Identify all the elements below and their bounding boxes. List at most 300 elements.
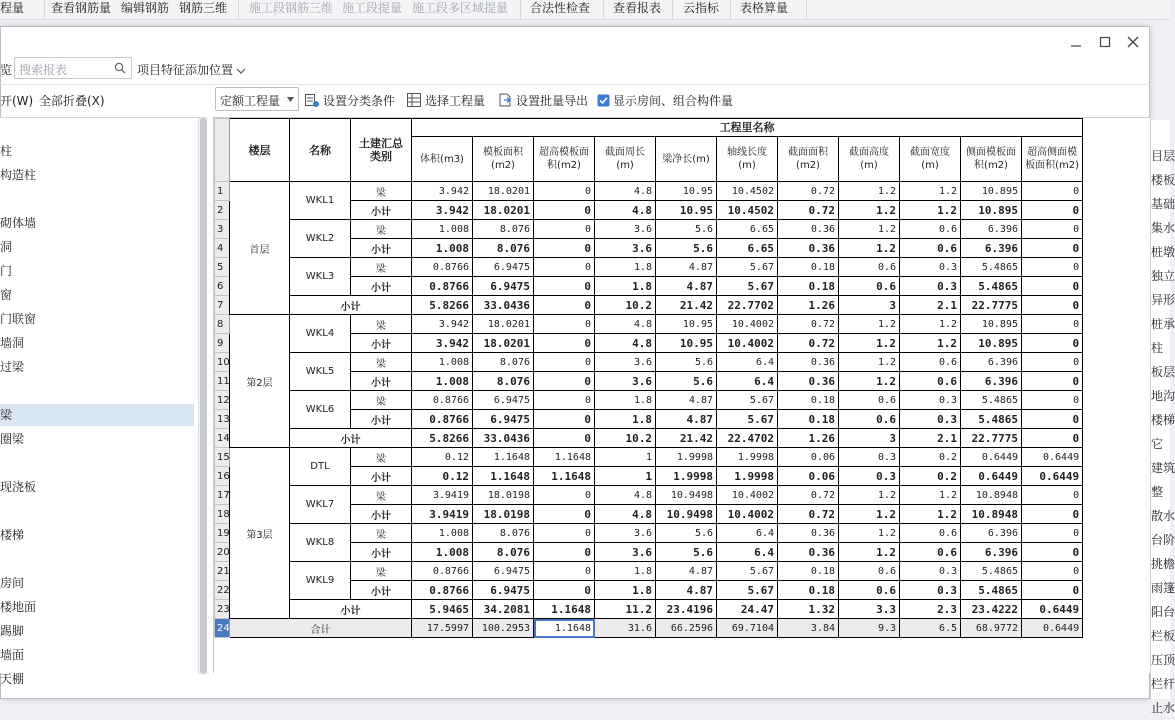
value-cell[interactable]: 0.6 — [839, 258, 900, 277]
value-cell[interactable]: 1.2 — [839, 524, 900, 543]
value-cell[interactable]: 6.4 — [717, 543, 778, 562]
value-cell[interactable]: 18.0201 — [473, 315, 534, 334]
row-number[interactable]: 19 — [215, 524, 230, 543]
value-cell[interactable]: 100.2953 — [473, 619, 534, 638]
value-cell[interactable]: 18.0201 — [473, 334, 534, 353]
value-cell[interactable]: 0.6449 — [1022, 448, 1083, 467]
value-cell[interactable]: 4.8 — [595, 486, 656, 505]
value-cell[interactable]: 5.6 — [656, 372, 717, 391]
value-cell[interactable]: 10.9498 — [656, 505, 717, 524]
category-cell[interactable]: 梁 — [351, 486, 412, 505]
value-cell[interactable]: 1.2 — [839, 543, 900, 562]
value-cell[interactable]: 0 — [1022, 581, 1083, 600]
column-header[interactable]: 截面周长(m) — [595, 137, 656, 182]
value-cell[interactable]: 8.076 — [473, 239, 534, 258]
value-cell[interactable]: 0.2 — [900, 467, 961, 486]
value-cell[interactable]: 0.12 — [412, 467, 473, 486]
member-name-cell[interactable]: WKL9 — [290, 562, 351, 600]
row-number[interactable]: 7 — [215, 296, 230, 315]
value-cell[interactable]: 6.65 — [717, 239, 778, 258]
tree-scrollbar[interactable] — [198, 118, 207, 674]
table-row[interactable] — [215, 315, 1083, 334]
subtotal-label-cell[interactable]: 小计 — [351, 334, 412, 353]
value-cell[interactable]: 0.36 — [778, 372, 839, 391]
value-cell[interactable]: 3.6 — [595, 524, 656, 543]
row-number[interactable]: 24 — [215, 619, 230, 638]
subtotal-label-cell[interactable]: 小计 — [351, 467, 412, 486]
value-cell[interactable]: 0.6 — [839, 391, 900, 410]
value-cell[interactable]: 0.36 — [778, 220, 839, 239]
row-number[interactable]: 2 — [215, 201, 230, 220]
toolbar-item[interactable]: 查看钢筋量 — [51, 1, 112, 15]
value-cell[interactable]: 0.2 — [900, 448, 961, 467]
value-cell[interactable]: 22.7702 — [717, 296, 778, 315]
value-cell[interactable]: 0 — [1022, 429, 1083, 448]
tree-item[interactable]: 门 — [0, 264, 13, 278]
subtotal-label-cell[interactable]: 小计 — [351, 239, 412, 258]
value-cell[interactable]: 0.8766 — [412, 391, 473, 410]
value-cell[interactable]: 22.7775 — [961, 296, 1022, 315]
value-cell[interactable]: 2.1 — [900, 429, 961, 448]
value-cell[interactable]: 10.4002 — [717, 334, 778, 353]
value-cell[interactable]: 6.396 — [961, 372, 1022, 391]
value-cell[interactable]: 6.396 — [961, 353, 1022, 372]
value-cell[interactable]: 0.6 — [900, 220, 961, 239]
value-cell[interactable]: 0 — [1022, 543, 1083, 562]
value-cell[interactable]: 1.26 — [778, 296, 839, 315]
table-row[interactable] — [215, 391, 1083, 410]
value-cell[interactable]: 4.87 — [656, 258, 717, 277]
collapse-all-button[interactable]: 全部折叠(X) — [39, 94, 105, 108]
value-cell[interactable]: 1.1648 — [534, 448, 595, 467]
table-row[interactable] — [215, 296, 1083, 315]
member-name-cell[interactable]: WKL1 — [290, 182, 351, 220]
tree-item[interactable]: 天棚 — [0, 672, 25, 686]
value-cell[interactable]: 0 — [1022, 182, 1083, 201]
value-cell[interactable]: 5.67 — [717, 258, 778, 277]
value-cell[interactable]: 0.36 — [778, 239, 839, 258]
show-rooms-checkbox[interactable] — [597, 90, 733, 110]
value-cell[interactable]: 11.2 — [595, 600, 656, 619]
feature-position-dropdown[interactable] — [137, 61, 245, 78]
value-cell[interactable]: 0 — [534, 182, 595, 201]
value-cell[interactable]: 0 — [534, 353, 595, 372]
value-cell[interactable]: 5.67 — [717, 410, 778, 429]
value-cell[interactable]: 1.8 — [595, 258, 656, 277]
value-cell[interactable]: 0.36 — [778, 353, 839, 372]
value-cell[interactable]: 6.4 — [717, 353, 778, 372]
value-cell[interactable]: 1.008 — [412, 543, 473, 562]
value-cell[interactable]: 0 — [1022, 201, 1083, 220]
value-cell[interactable]: 3.942 — [412, 334, 473, 353]
value-cell[interactable]: 18.0198 — [473, 505, 534, 524]
quantity-type-select[interactable] — [215, 87, 299, 111]
tree-item[interactable]: 房间 — [0, 576, 25, 590]
value-cell[interactable]: 8.076 — [473, 372, 534, 391]
value-cell[interactable]: 1 — [595, 467, 656, 486]
value-cell[interactable]: 1.2 — [839, 182, 900, 201]
value-cell[interactable]: 1.9998 — [656, 448, 717, 467]
toolbar-item[interactable]: 云指标 — [683, 1, 720, 15]
value-cell[interactable]: 6.396 — [961, 220, 1022, 239]
value-cell[interactable]: 1.9998 — [717, 448, 778, 467]
value-cell[interactable]: 1.2 — [839, 486, 900, 505]
toolbar-item[interactable]: 合法性检查 — [530, 1, 591, 15]
value-cell[interactable]: 0.12 — [412, 448, 473, 467]
value-cell[interactable]: 5.4865 — [961, 258, 1022, 277]
value-cell[interactable]: 1.2 — [839, 239, 900, 258]
value-cell[interactable]: 0.6449 — [961, 467, 1022, 486]
subtotal-label-cell[interactable]: 小计 — [351, 410, 412, 429]
value-cell[interactable]: 1.008 — [412, 524, 473, 543]
value-cell[interactable]: 5.67 — [717, 277, 778, 296]
value-cell[interactable]: 0 — [534, 372, 595, 391]
value-cell[interactable]: 8.076 — [473, 543, 534, 562]
value-cell[interactable]: 5.4865 — [961, 410, 1022, 429]
row-number[interactable]: 9 — [215, 334, 230, 353]
category-cell[interactable]: 梁 — [351, 391, 412, 410]
row-number[interactable]: 15 — [215, 448, 230, 467]
value-cell[interactable]: 6.9475 — [473, 258, 534, 277]
value-cell[interactable]: 5.4865 — [961, 562, 1022, 581]
value-cell[interactable]: 0 — [534, 296, 595, 315]
value-cell[interactable]: 0.72 — [778, 201, 839, 220]
column-header[interactable]: 梁净长(m) — [656, 137, 717, 182]
value-cell[interactable]: 5.8266 — [412, 429, 473, 448]
column-header[interactable]: 体积(m3) — [412, 137, 473, 182]
value-cell[interactable]: 5.6 — [656, 524, 717, 543]
member-name-cell[interactable]: WKL5 — [290, 353, 351, 391]
toolbar-item[interactable]: 表格算量 — [740, 1, 789, 15]
value-cell[interactable]: 10.4502 — [717, 182, 778, 201]
value-cell[interactable]: 0 — [1022, 296, 1083, 315]
row-number[interactable]: 4 — [215, 239, 230, 258]
category-cell[interactable]: 梁 — [351, 182, 412, 201]
column-header[interactable]: 截面面积(m2) — [778, 137, 839, 182]
value-cell[interactable]: 0.3 — [900, 391, 961, 410]
value-cell[interactable]: 18.0201 — [473, 201, 534, 220]
value-cell[interactable]: 17.5997 — [412, 619, 473, 638]
subtotal-label-cell[interactable]: 小计 — [351, 581, 412, 600]
table-row[interactable] — [215, 524, 1083, 543]
row-number[interactable]: 13 — [215, 410, 230, 429]
maximize-icon[interactable] — [1098, 35, 1112, 49]
row-number[interactable]: 11 — [215, 372, 230, 391]
tree-item[interactable]: 梁 — [0, 404, 194, 426]
value-cell[interactable]: 0 — [534, 581, 595, 600]
subtotal-label-cell[interactable]: 小计 — [351, 543, 412, 562]
table-row[interactable] — [215, 448, 1083, 467]
value-cell[interactable]: 18.0201 — [473, 182, 534, 201]
value-cell[interactable]: 33.0436 — [473, 429, 534, 448]
value-cell[interactable]: 0.72 — [778, 334, 839, 353]
value-cell[interactable]: 5.67 — [717, 562, 778, 581]
value-cell[interactable]: 0 — [534, 201, 595, 220]
close-icon[interactable] — [1126, 35, 1140, 49]
value-cell[interactable]: 4.8 — [595, 201, 656, 220]
value-cell[interactable]: 1.2 — [900, 201, 961, 220]
value-cell[interactable]: 0.72 — [778, 182, 839, 201]
value-cell[interactable]: 10.95 — [656, 201, 717, 220]
value-cell[interactable]: 1.2 — [839, 220, 900, 239]
tree-item[interactable]: 楼地面 — [0, 600, 37, 614]
row-number[interactable]: 22 — [215, 581, 230, 600]
value-cell[interactable]: 4.87 — [656, 562, 717, 581]
table-row[interactable] — [215, 429, 1083, 448]
value-cell[interactable]: 6.396 — [961, 524, 1022, 543]
value-cell[interactable]: 0 — [534, 277, 595, 296]
value-cell[interactable]: 0 — [534, 486, 595, 505]
subtotal-label-cell[interactable]: 小计 — [351, 505, 412, 524]
value-cell[interactable]: 10.895 — [961, 334, 1022, 353]
category-cell[interactable]: 梁 — [351, 353, 412, 372]
value-cell[interactable]: 1.008 — [412, 239, 473, 258]
table-row[interactable] — [215, 353, 1083, 372]
value-cell[interactable]: 0.8766 — [412, 258, 473, 277]
value-cell[interactable]: 21.42 — [656, 429, 717, 448]
value-cell[interactable]: 0.18 — [778, 581, 839, 600]
value-cell[interactable]: 0.8766 — [412, 410, 473, 429]
tree-item[interactable]: 踢脚 — [0, 624, 25, 638]
value-cell[interactable]: 0 — [1022, 239, 1083, 258]
value-cell[interactable]: 5.4865 — [961, 277, 1022, 296]
tree-item[interactable]: 柱 — [0, 144, 13, 158]
value-cell[interactable]: 3.942 — [412, 201, 473, 220]
value-cell[interactable]: 0.6 — [900, 239, 961, 258]
value-cell[interactable]: 1.9998 — [656, 467, 717, 486]
value-cell[interactable]: 1.1648 — [534, 467, 595, 486]
value-cell[interactable]: 0.18 — [778, 410, 839, 429]
tree-item[interactable]: 过梁 — [0, 360, 25, 374]
value-cell[interactable]: 6.5 — [900, 619, 961, 638]
value-cell[interactable]: 1.2 — [900, 486, 961, 505]
value-cell[interactable]: 21.42 — [656, 296, 717, 315]
value-cell[interactable]: 1.1648 — [534, 619, 595, 638]
column-header[interactable]: 侧面模板面积(m2) — [961, 137, 1022, 182]
tree-item[interactable]: 墙面 — [0, 648, 25, 662]
member-name-cell[interactable]: WKL2 — [290, 220, 351, 258]
checkbox-checked-icon[interactable] — [597, 94, 610, 107]
value-cell[interactable]: 0.6 — [839, 581, 900, 600]
value-cell[interactable]: 0.6449 — [961, 448, 1022, 467]
value-cell[interactable]: 0.3 — [900, 277, 961, 296]
value-cell[interactable]: 1.2 — [900, 315, 961, 334]
batch-export-button[interactable] — [497, 90, 588, 110]
value-cell[interactable]: 6.396 — [961, 543, 1022, 562]
toolbar-item[interactable]: 钢筋三维 — [179, 1, 228, 15]
value-cell[interactable]: 0.18 — [778, 258, 839, 277]
row-number[interactable]: 14 — [215, 429, 230, 448]
floor-cell[interactable]: 第3层 — [230, 448, 290, 619]
value-cell[interactable]: 69.7104 — [717, 619, 778, 638]
value-cell[interactable]: 0.06 — [778, 467, 839, 486]
value-cell[interactable]: 0.72 — [778, 315, 839, 334]
value-cell[interactable]: 0 — [534, 220, 595, 239]
value-cell[interactable]: 22.4702 — [717, 429, 778, 448]
minimize-icon[interactable] — [1069, 35, 1083, 49]
value-cell[interactable]: 10.4002 — [717, 505, 778, 524]
value-cell[interactable]: 1 — [595, 448, 656, 467]
value-cell[interactable]: 5.6 — [656, 353, 717, 372]
value-cell[interactable]: 0.6 — [839, 410, 900, 429]
row-number[interactable]: 3 — [215, 220, 230, 239]
value-cell[interactable]: 3.6 — [595, 543, 656, 562]
member-name-cell[interactable]: WKL6 — [290, 391, 351, 429]
table-row[interactable] — [215, 486, 1083, 505]
value-cell[interactable]: 18.0198 — [473, 486, 534, 505]
column-header[interactable]: 超高模板面积(m2) — [534, 137, 595, 182]
category-cell[interactable]: 梁 — [351, 315, 412, 334]
value-cell[interactable]: 4.8 — [595, 505, 656, 524]
value-cell[interactable]: 0.8766 — [412, 562, 473, 581]
value-cell[interactable]: 5.9465 — [412, 600, 473, 619]
row-number[interactable]: 16 — [215, 467, 230, 486]
row-number[interactable]: 6 — [215, 277, 230, 296]
value-cell[interactable]: 0.6449 — [1022, 619, 1083, 638]
value-cell[interactable]: 0.06 — [778, 448, 839, 467]
row-number[interactable]: 8 — [215, 315, 230, 334]
value-cell[interactable]: 0 — [534, 391, 595, 410]
value-cell[interactable]: 5.4865 — [961, 581, 1022, 600]
value-cell[interactable]: 10.895 — [961, 201, 1022, 220]
column-header[interactable]: 模板面积(m2) — [473, 137, 534, 182]
value-cell[interactable]: 1.1648 — [534, 600, 595, 619]
value-cell[interactable]: 3.6 — [595, 220, 656, 239]
value-cell[interactable]: 24.47 — [717, 600, 778, 619]
value-cell[interactable]: 10.4502 — [717, 201, 778, 220]
value-cell[interactable]: 0.8766 — [412, 277, 473, 296]
category-cell[interactable]: 梁 — [351, 220, 412, 239]
value-cell[interactable]: 6.9475 — [473, 581, 534, 600]
value-cell[interactable]: 0 — [1022, 391, 1083, 410]
value-cell[interactable]: 0 — [534, 410, 595, 429]
value-cell[interactable]: 3 — [839, 296, 900, 315]
value-cell[interactable]: 0 — [534, 315, 595, 334]
select-quantity-button[interactable] — [406, 90, 485, 110]
value-cell[interactable]: 10.8948 — [961, 486, 1022, 505]
expand-all-button[interactable]: 开(W) — [0, 94, 34, 108]
value-cell[interactable]: 0 — [1022, 277, 1083, 296]
value-cell[interactable]: 1.32 — [778, 600, 839, 619]
value-cell[interactable]: 10.8948 — [961, 505, 1022, 524]
table-row[interactable] — [215, 182, 1083, 201]
value-cell[interactable]: 4.8 — [595, 182, 656, 201]
value-cell[interactable]: 10.895 — [961, 182, 1022, 201]
value-cell[interactable]: 5.4865 — [961, 391, 1022, 410]
value-cell[interactable]: 1.2 — [839, 353, 900, 372]
value-cell[interactable]: 1.2 — [839, 372, 900, 391]
tree-item[interactable]: 门联窗 — [0, 312, 37, 326]
toolbar-item[interactable]: 编辑钢筋 — [121, 1, 170, 15]
value-cell[interactable]: 1.9998 — [717, 467, 778, 486]
value-cell[interactable]: 6.9475 — [473, 391, 534, 410]
report-search-input[interactable] — [14, 57, 132, 79]
value-cell[interactable]: 5.6 — [656, 543, 717, 562]
value-cell[interactable]: 33.0436 — [473, 296, 534, 315]
value-cell[interactable]: 1.1648 — [473, 448, 534, 467]
row-number[interactable]: 21 — [215, 562, 230, 581]
value-cell[interactable]: 0.3 — [839, 467, 900, 486]
value-cell[interactable]: 1.2 — [900, 505, 961, 524]
value-cell[interactable]: 0.3 — [900, 581, 961, 600]
value-cell[interactable]: 1.2 — [839, 315, 900, 334]
value-cell[interactable]: 1.008 — [412, 372, 473, 391]
column-header[interactable]: 轴线长度(m) — [717, 137, 778, 182]
toolbar-item[interactable]: 查看报表 — [613, 1, 662, 15]
row-number[interactable]: 20 — [215, 543, 230, 562]
value-cell[interactable]: 5.8266 — [412, 296, 473, 315]
value-cell[interactable]: 0 — [1022, 220, 1083, 239]
value-cell[interactable]: 0.6 — [900, 524, 961, 543]
value-cell[interactable]: 31.6 — [595, 619, 656, 638]
value-cell[interactable]: 0 — [534, 239, 595, 258]
value-cell[interactable]: 0.3 — [900, 410, 961, 429]
row-number[interactable]: 10 — [215, 353, 230, 372]
value-cell[interactable]: 3.3 — [839, 600, 900, 619]
value-cell[interactable]: 10.95 — [656, 315, 717, 334]
value-cell[interactable]: 6.9475 — [473, 562, 534, 581]
category-cell[interactable]: 梁 — [351, 524, 412, 543]
value-cell[interactable]: 0.6 — [900, 543, 961, 562]
value-cell[interactable]: 10.9498 — [656, 486, 717, 505]
row-number[interactable]: 12 — [215, 391, 230, 410]
value-cell[interactable]: 3 — [839, 429, 900, 448]
subtotal-label-cell[interactable]: 小计 — [351, 201, 412, 220]
value-cell[interactable]: 0 — [1022, 524, 1083, 543]
grand-total-label-cell[interactable]: 合计 — [230, 619, 412, 638]
search-icon[interactable] — [114, 62, 126, 74]
value-cell[interactable]: 4.8 — [595, 334, 656, 353]
value-cell[interactable]: 0 — [534, 562, 595, 581]
value-cell[interactable]: 0 — [534, 429, 595, 448]
value-cell[interactable]: 0 — [534, 505, 595, 524]
member-name-cell[interactable]: WKL4 — [290, 315, 351, 353]
row-number[interactable]: 18 — [215, 505, 230, 524]
floor-cell[interactable]: 首层 — [230, 182, 290, 315]
value-cell[interactable]: 8.076 — [473, 220, 534, 239]
member-name-cell[interactable]: WKL3 — [290, 258, 351, 296]
row-number[interactable]: 23 — [215, 600, 230, 619]
column-header[interactable]: 截面高度(m) — [839, 137, 900, 182]
value-cell[interactable]: 0.3 — [900, 562, 961, 581]
floor-subtotal-label-cell[interactable]: 小计 — [290, 600, 412, 619]
value-cell[interactable]: 0 — [1022, 315, 1083, 334]
value-cell[interactable]: 0.18 — [778, 562, 839, 581]
value-cell[interactable]: 5.67 — [717, 391, 778, 410]
value-cell[interactable]: 2.1 — [900, 296, 961, 315]
value-cell[interactable]: 1.26 — [778, 429, 839, 448]
value-cell[interactable]: 0.18 — [778, 277, 839, 296]
table-row[interactable] — [215, 220, 1083, 239]
value-cell[interactable]: 1.8 — [595, 581, 656, 600]
value-cell[interactable]: 0.3 — [839, 448, 900, 467]
value-cell[interactable]: 1.2 — [900, 334, 961, 353]
category-cell[interactable]: 梁 — [351, 562, 412, 581]
value-cell[interactable]: 0.6449 — [1022, 467, 1083, 486]
value-cell[interactable]: 6.4 — [717, 524, 778, 543]
value-cell[interactable]: 6.4 — [717, 372, 778, 391]
value-cell[interactable]: 0.6 — [900, 372, 961, 391]
value-cell[interactable]: 34.2081 — [473, 600, 534, 619]
classify-conditions-button[interactable] — [304, 90, 395, 110]
column-header[interactable]: 截面宽度(m) — [900, 137, 961, 182]
value-cell[interactable]: 5.6 — [656, 239, 717, 258]
tree-item[interactable]: 楼梯 — [0, 528, 25, 542]
row-number[interactable]: 5 — [215, 258, 230, 277]
value-cell[interactable]: 0 — [534, 334, 595, 353]
toolbar-item[interactable]: 程量 — [0, 1, 25, 15]
value-cell[interactable]: 10.2 — [595, 296, 656, 315]
